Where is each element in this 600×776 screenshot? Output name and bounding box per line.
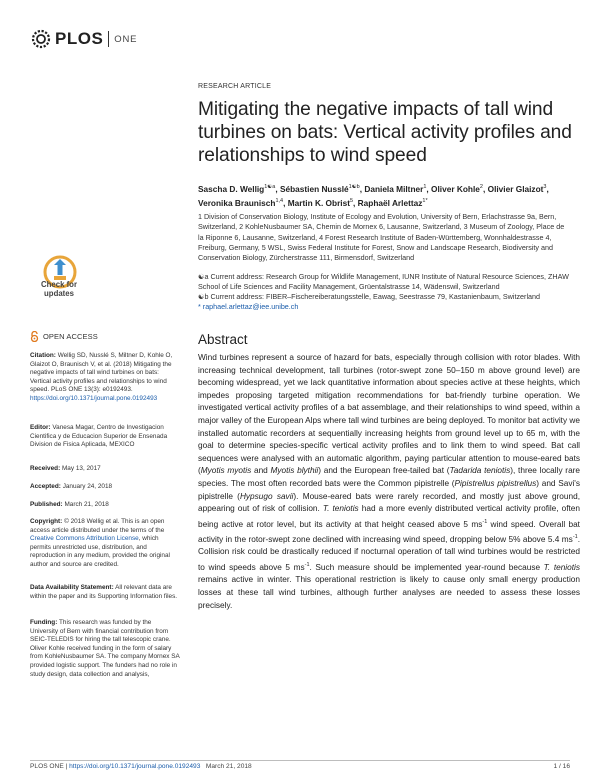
open-lock-icon <box>30 331 39 342</box>
author[interactable]: Daniela Miltner$^1$ <box>364 183 427 194</box>
footer-date: March 21, 2018 <box>205 763 252 770</box>
copyright-block: Copyright: © 2018 Wellig et al. This is an open access article distributed under the terms of the Creative Commons Attribution License, which permits unrestricted use, distribution, and reproduction in any medium, provided the original author and source are credited. <box>30 518 170 568</box>
received-date: Received: May 13, 2017 <box>30 465 101 472</box>
citation-doi-link[interactable]: https://doi.org/10.1371/journal.pone.0192493 <box>30 394 158 402</box>
logo-separator <box>108 31 109 47</box>
funding-block: Funding: This research was funded by the University of Bern with financial contribution from SEIC-TELEDIS for hiring the tall telescopic crane. Oliver Kohle received funding in the form of salary from KohleNusbaumer SA. The company Mornex SA provided logistic support. The funders had no role in study design, data collection and analysis, <box>30 619 180 678</box>
open-access-badge <box>30 331 98 342</box>
footer-divider <box>30 760 570 761</box>
open-access-label: OPEN ACCESS <box>43 332 98 341</box>
logo-journal-name: ONE <box>114 33 138 45</box>
accepted-date: Accepted: January 24, 2018 <box>30 483 113 490</box>
author[interactable]: Olivier Glaizot$^3$ <box>487 183 547 194</box>
current-address-a: ☯a Current address: Research Group for Wildlife Management, IUNR Institute of Natural Resource Sciences, ZHAW School of Life Sciences and Facility Management, Grüentalstrasse 14, Wädenswil, Switzerland <box>198 272 569 291</box>
current-address-b: ☯b Current address: FIBER–Fischereiberatungsstelle, Eawag, Seestrasse 79, Kastanienbaum, Switzerland <box>198 292 541 301</box>
author[interactable]: Sébastien Nusslé$^{1☯b}$ <box>279 183 360 194</box>
footer-doi-link[interactable]: https://doi.org/10.1371/journal.pone.0192493 <box>69 763 201 770</box>
affiliations: 1 Division of Conservation Biology, Institute of Ecology and Evolution, University of Bern, Erlachstrasse 9a, Bern, Switzerland, 2 KohleNusbaumer SA, Chemin de Mornex 6, Lausanne, Switzerland, 3 Museum of Zoology, Place de la Riponne 6, Lausanne, Switzerland, 4 Forest Research Institute of Baden-Württemberg, Wonnhaldestrasse 4, Freiburg, Germany, 5 WSL, Swiss Federal Institute for Forest, Snow and Landscape Research, Biodiversity and Conservation Biology, Zürcherstrasse 111, Birmensdorf, Switzerland <box>198 212 565 263</box>
abstract-heading: Abstract <box>198 332 248 347</box>
cc-license-link[interactable]: Creative Commons Attribution License <box>30 535 139 543</box>
abstract-text: Wind turbines represent a source of hazard for bats, especially through collision with rotor blades. With increasing technical development, tall turbines (rotor-swept zone 50–150 m above ground level) are becoming widespread, yet we lack quantitative information about species active at these heights, which impedes proposing targeted mitigation recommendations for bat-friendly turbine operation. We investigated vertical activity profiles of a bat assemblage, and their relationships to wind speed, within a major valley of the European Alps where tall wind turbines are being deployed. To monitor bat activity we installed automatic recorders at sequentially increasing heights from ground level up to 65 m, with the goal to determine species-specific vertical activity profiles and to link them to wind speed. Bat call sequences were analysed with an automatic algorithm, paying particular attention to mouse-eared bats (Myotis myotis and Myotis blythii) and the European free-tailed bat (Tadarida teniotis), three locally rare species. The most often recorded bats were the Common pipistrelle (Pipistrellus pipistrellus) and Savi's pipistrelle (Hypsugo savii). Mouse-eared bats were rarely recorded, and mostly just above ground, appearing out of risk of collision. T. teniotis had a more evenly distributed vertical activity profile, often being active at rotor level, but its activity at that height ceased above 5 $ms^{-1}$ wind speed. Overall bat activity in the rotor-swept zone declined with increasing wind speed, dropping below 5% above 5.4 $ms^{-1}$. Collision risk could be drastically reduced if nocturnal operation of tall wind turbines would be restricted to wind speeds above 5 $ms^{-1}$. Such measure should be implemented year-round because T. teniotis remains active in winter. This operational restriction is likely to cause only small energy production losses at these tall wind turbines, although further analyses are needed to assess these losses precisely. <box>198 353 581 610</box>
author-list: Sascha D. Wellig$^{1☯a}$, Sébastien Nusslé$^{1☯b}$, Daniela Miltner$^1$, Oliver Kohle$^2$, Olivier Glaizot$^3$, Veronika Braunisch$^{1,4}$, Martin K. Obrist$^5$, Raphaël Arlettaz$^{1*}$ <box>198 183 549 208</box>
editor-block: Editor: Vanesa Magar, Centro de Investigacion Cientifica y de Educacion Superior de Ensenada Division de Fisica Aplicada, MEXICO <box>30 424 168 449</box>
author[interactable]: Sascha D. Wellig$^{1☯a}$ <box>198 183 276 194</box>
author[interactable]: Veronika Braunisch$^{1,4}$ <box>198 197 284 208</box>
author[interactable]: Raphaël Arlettaz$^1$ <box>357 197 426 208</box>
page-footer: PLOS ONE | https://doi.org/10.1371/journal.pone.0192493 March 21, 2018 <box>30 763 252 770</box>
footer-journal: PLOS ONE <box>30 763 64 770</box>
article-type: RESEARCH ARTICLE <box>198 83 272 90</box>
page-number: 1 / 16 <box>553 763 570 770</box>
plos-one-logo[interactable] <box>30 28 137 50</box>
logo-brand: PLOS <box>55 29 104 48</box>
check-for-updates-label[interactable]: Check for updates <box>41 280 77 298</box>
author[interactable]: Oliver Kohle$^2$ <box>431 183 483 194</box>
plos-logo-icon <box>30 28 52 50</box>
data-availability-block: Data Availability Statement: All relevant data are within the paper and its Supporting Information files. <box>30 584 178 600</box>
published-date: Published: March 21, 2018 <box>30 501 109 508</box>
corresponding-email[interactable]: * raphael.arlettaz@iee.unibe.ch <box>198 302 299 311</box>
article-title: Mitigating the negative impacts of tall wind turbines on bats: Vertical activity profiles and relationships to wind speed <box>198 99 572 166</box>
citation-block: Citation: Wellig SD, Nusslé S, Miltner D, Kohle O, Glaizot O, Braunisch V, et al. (2018) Mitigating the negative impacts of tall wind turbines on bats: Vertical activity profiles and relationships to wind speed. PLoS ONE 13(3): e0192493. https://doi.org/10.1371/journal.pone.0192493 <box>30 352 173 402</box>
author[interactable]: Martin K. Obrist$^5$ <box>287 197 354 208</box>
